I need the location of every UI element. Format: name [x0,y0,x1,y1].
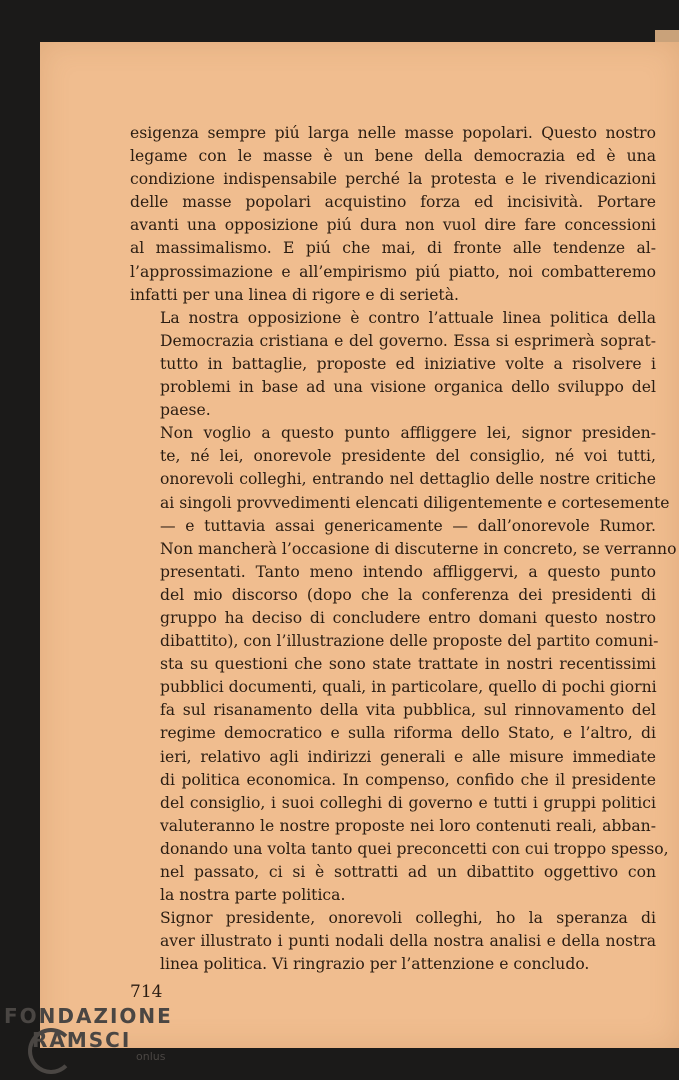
paragraph [130,307,656,422]
text-line: onorevoli colleghi, entrando nel dettaglio delle nostre critiche [160,470,656,489]
text-line: legame con le masse è un bene della democrazia ed è una [130,147,656,166]
text-line: condizione indispensabile perché la protesta e le rivendicazioni [130,170,656,189]
text-line: del consiglio, i suoi colleghi di governo e tutti i gruppi politici [160,793,656,812]
text-line: avanti una opposizione piú dura non vuol dire fare concessioni [130,216,656,235]
text-line: delle masse popolari acquistino forza ed incisività. Portare [130,193,656,212]
page-number: 714 [130,982,163,1002]
text-line: — e tuttavia assai genericamente — dall’onorevole Rumor. [160,516,656,535]
text-line: sta su questioni che sono state trattate in nostri recentissimi [160,655,656,674]
paragraph [130,907,656,976]
text-line: problemi in base ad una visione organica dello sviluppo del [160,378,656,397]
text-line: te, né lei, onorevole presidente del consiglio, né voi tutti, [160,447,656,466]
text-line: nel passato, ci si è sottratti ad un dibattito oggettivo con [160,863,656,881]
text-line: Non voglio a questo punto affliggere lei, signor presiden- [160,424,656,443]
text-line: ai singoli provvedimenti elencati diligentemente e cortesemente [160,493,670,512]
text-line: infatti per una linea di rigore e di serietà. [130,285,459,304]
text-line: valuteranno le nostre proposte nei loro contenuti reali, abban- [160,816,656,835]
body-text [130,122,677,976]
watermark-logo [4,1004,173,1065]
text-line: Signor presidente, onorevoli colleghi, ho la speranza di [160,909,656,928]
text-line: dibattito), con l’illustrazione delle proposte del partito comuni- [160,632,659,651]
text-line: fa sul risanamento della vita pubblica, sul rinnovamento del [160,701,656,720]
watermark-line-2: RAMSCI [32,1028,132,1052]
text-line: ieri, relativo agli indirizzi generali e alle misure immediate [160,747,656,766]
text-line: regime democratico e sulla riforma dello Stato, e l’altro, di [160,724,656,743]
text-line: tutto in battaglie, proposte ed iniziative volte a risolvere i [160,354,656,373]
text-line: esigenza sempre piú larga nelle masse popolari. Questo nostro [130,124,656,142]
text-line: l’approssimazione e all’empirismo piú piatto, noi combatteremo [130,262,656,281]
text-line: del mio discorso (dopo che la conferenza dei presidenti di [160,585,656,604]
watermark-line-3: onlus [136,1050,166,1063]
text-line: al massimalismo. E piú che mai, di fronte alle tendenze al- [130,239,656,258]
text-line: donando una volta tanto quei preconcetti con cui troppo spesso, [160,839,669,858]
text-line: presentati. Tanto meno intendo affliggervi, a questo punto [160,562,656,581]
text-line: La nostra opposizione è contro l’attuale linea politica della [160,308,656,327]
watermark-line-1: FONDAZIONE [4,1004,173,1028]
text-line: linea politica. Vi ringrazio per l’attenzione e concludo. [160,955,590,974]
paragraph [130,422,677,907]
paragraph [130,122,656,307]
text-line: Non mancherà l’occasione di discuterne in concreto, se verranno [160,539,677,558]
text-line: gruppo ha deciso di concludere entro domani questo nostro [160,608,656,627]
text-line: la nostra parte politica. [160,886,346,905]
text-line: pubblici documenti, quali, in particolare, quello di pochi giorni [160,678,657,697]
text-line: paese. [160,401,211,420]
book-page [40,42,679,1048]
text-line: di politica economica. In compenso, confido che il presidente [160,770,656,789]
text-line: aver illustrato i punti nodali della nostra analisi e della nostra [160,932,656,951]
text-line: Democrazia cristiana e del governo. Essa si esprimerà soprat- [160,331,656,350]
